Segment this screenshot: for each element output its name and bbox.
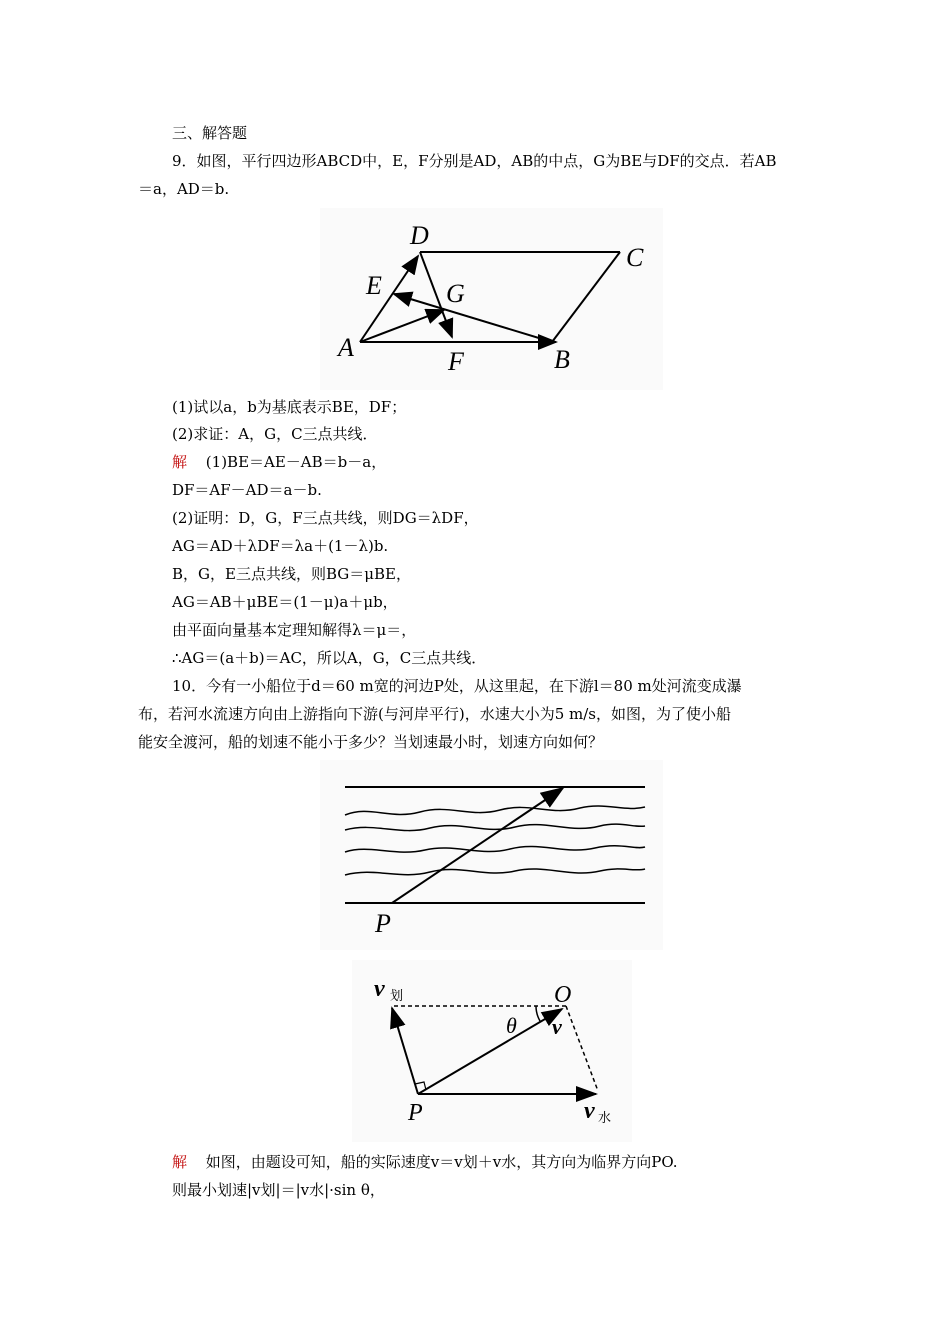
q10-stem-line-1: 10．今有一小船位于d＝60 m宽的河边P处，从这里起，在下游l＝80 m处河流变成瀑 [172, 677, 742, 695]
q10-solution-line-1 [172, 1153, 678, 1171]
section-title: 三、解答题 [172, 124, 248, 142]
q9-solution-line-8: ∴AG＝(a＋b)＝AC，所以A，G，C三点共线． [172, 649, 487, 667]
q9-solution-line-7: 由平面向量基本定理知解得λ＝μ＝， [172, 621, 417, 639]
q9-solution-line-1 [172, 453, 386, 471]
label-F: F [448, 347, 464, 376]
q9-part-2: (2)求证：A，G，C三点共线． [172, 425, 378, 443]
label-A: A [338, 333, 354, 362]
q9-solution-line-3: (2)证明：D，G，F三点共线，则DG＝λDF， [172, 509, 479, 527]
q9-part-1: (1)试以a，b为基底表示BE，DF； [172, 398, 407, 416]
label-v-water-sub: 水 [598, 1110, 612, 1125]
q9-solution-line-4: AG＝AD＋λDF＝λa＋(1－λ)b. [172, 537, 389, 555]
river-figure [320, 760, 663, 950]
label-v-row-sub: 划 [390, 988, 404, 1003]
label-E: E [366, 271, 382, 300]
label-v-row: v [374, 976, 385, 1002]
q9-solution-line-2: DF＝AF－AD＝a－b. [172, 481, 322, 499]
q10-solution-tag: 解 [172, 1153, 188, 1171]
q9-solution-tag: 解 [172, 453, 188, 471]
label-G: G [446, 279, 465, 308]
q9-stem-line-2: ＝a，AD＝b. [138, 180, 230, 198]
q10-stem-line-2: 布，若河水流速方向由上游指向下游(与河岸平行)，水速大小为5 m/s，如图，为了使小船 [138, 705, 731, 723]
label-v-actual: v [552, 1014, 562, 1039]
label-O: O [554, 982, 572, 1008]
q9-solution-line-6: AG＝AB＋μBE＝(1－μ)a＋μb， [172, 593, 398, 611]
q9-solution-text-1: (1)BE＝AE－AB＝b－a， [205, 453, 387, 471]
parallelogram-figure [320, 208, 663, 390]
q9-solution-line-5: B，G，E三点共线，则BG＝μBE， [172, 565, 411, 583]
q10-stem-line-3: 能安全渡河，船的划速不能小于多少？当划速最小时，划速方向如何？ [138, 733, 604, 751]
label-v-water: v [584, 1098, 595, 1124]
q10-solution-text-1: 如图，由题设可知，船的实际速度v＝v划＋v水，其方向为临界方向PO. [205, 1153, 678, 1171]
velocity-diagram [352, 960, 632, 1142]
q9-stem-line-1: 9．如图，平行四边形ABCD中，E，F分别是AD，AB的中点，G为BE与DF的交点．若AB [172, 152, 777, 170]
label-P-river: P [375, 909, 391, 938]
label-B: B [554, 345, 570, 374]
q10-solution-line-2: 则最小划速|v划|＝|v水|·sin θ， [172, 1181, 385, 1199]
label-theta: θ [506, 1013, 517, 1038]
label-D: D [410, 221, 429, 250]
label-C: C [626, 243, 644, 272]
label-P-velocity: P [408, 1100, 423, 1126]
